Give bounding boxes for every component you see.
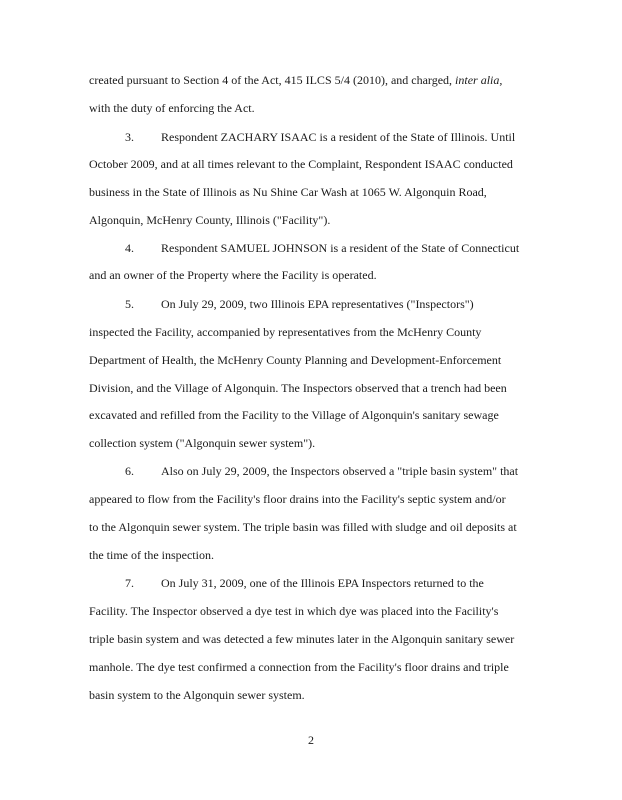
paragraph-4-number: 4. bbox=[125, 241, 134, 255]
paragraph-7-line-5: basin system to the Algonquin sewer system. bbox=[89, 688, 305, 702]
paragraph-4-line-2: and an owner of the Property where the Facility is operated. bbox=[89, 268, 377, 282]
paragraph-3-line-1: Respondent ZACHARY ISAAC is a resident of the State of Illinois. Until bbox=[161, 130, 516, 144]
paragraph-3-line-2: October 2009, and at all times relevant to the Complaint, Respondent ISAAC conducted bbox=[89, 157, 513, 171]
fragment-italic-text: inter alia, bbox=[455, 73, 503, 87]
fragment-line-1 bbox=[89, 73, 502, 87]
paragraph-5-line-5: excavated and refilled from the Facility to the Village of Algonquin's sanitary sewage bbox=[89, 408, 499, 422]
fragment-line-2: with the duty of enforcing the Act. bbox=[89, 101, 255, 115]
paragraph-6-line-2: appeared to flow from the Facility's floor drains into the Facility's septic system and/or bbox=[89, 492, 506, 506]
paragraph-5-line-1: On July 29, 2009, two Illinois EPA representatives ("Inspectors") bbox=[161, 297, 474, 311]
page-number: 2 bbox=[308, 733, 314, 747]
paragraph-6-line-4: the time of the inspection. bbox=[89, 548, 214, 562]
paragraph-7-number: 7. bbox=[125, 576, 134, 590]
paragraph-3-line-3: business in the State of Illinois as Nu Shine Car Wash at 1065 W. Algonquin Road, bbox=[89, 185, 487, 199]
paragraph-6-number: 6. bbox=[125, 464, 134, 478]
paragraph-6-line-3: to the Algonquin sewer system. The triple basin was filled with sludge and oil deposits at bbox=[89, 520, 517, 534]
fragment-line-1-text: created pursuant to Section 4 of the Act, 415 ILCS 5/4 (2010), and charged, bbox=[89, 73, 456, 87]
paragraph-7-line-3: triple basin system and was detected a few minutes later in the Algonquin sanitary sewer bbox=[89, 632, 515, 646]
paragraph-3-number: 3. bbox=[125, 130, 134, 144]
paragraph-5-number: 5. bbox=[125, 297, 134, 311]
paragraph-4-line-1: Respondent SAMUEL JOHNSON is a resident of the State of Connecticut bbox=[161, 241, 520, 255]
paragraph-7-line-1: On July 31, 2009, one of the Illinois EPA Inspectors returned to the bbox=[161, 576, 484, 590]
paragraph-5-line-4: Division, and the Village of Algonquin. The Inspectors observed that a trench had been bbox=[89, 381, 507, 395]
paragraph-3-line-4: Algonquin, McHenry County, Illinois ("Facility"). bbox=[89, 213, 331, 227]
paragraph-7-line-4: manhole. The dye test confirmed a connection from the Facility's floor drains and triple bbox=[89, 660, 509, 674]
paragraph-7-line-2: Facility. The Inspector observed a dye test in which dye was placed into the Facility's bbox=[89, 604, 499, 618]
paragraph-6-line-1: Also on July 29, 2009, the Inspectors observed a "triple basin system" that bbox=[161, 464, 519, 478]
paragraph-5-line-6: collection system ("Algonquin sewer system"). bbox=[89, 436, 316, 450]
paragraph-5-line-2: inspected the Facility, accompanied by representatives from the McHenry County bbox=[89, 325, 482, 339]
paragraph-5-line-3: Department of Health, the McHenry County Planning and Development-Enforcement bbox=[89, 353, 502, 367]
